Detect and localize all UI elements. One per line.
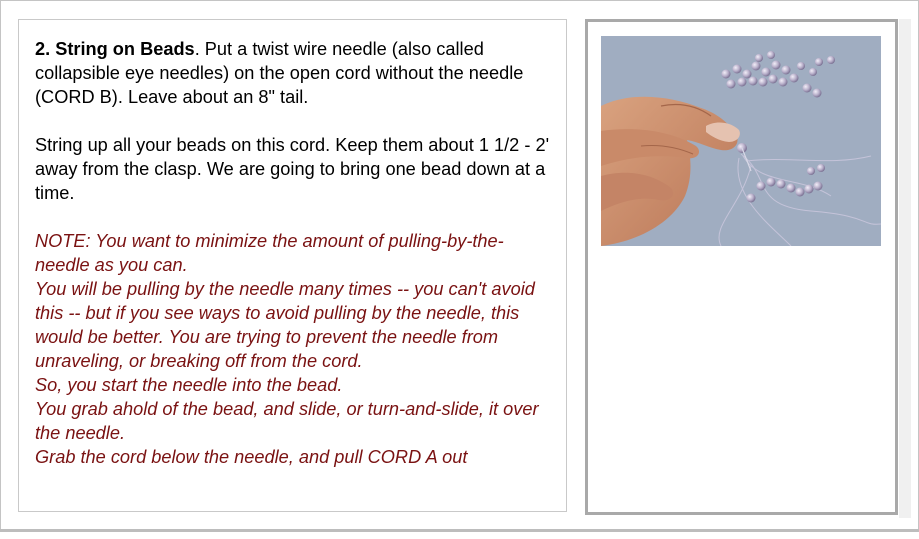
note-line: So, you start the needle into the bead. (35, 375, 343, 395)
image-panel (585, 19, 898, 515)
note-line: You grab ahold of the bead, and slide, or turn-and-slide, it over the needle. (35, 399, 539, 443)
step-paragraph (35, 37, 555, 109)
note-block (35, 229, 555, 469)
instructions-panel (18, 19, 567, 512)
panel-shadow (899, 19, 911, 518)
instructions-text (35, 37, 555, 469)
note-line: Grab the cord below the needle, and pull CORD A out (35, 447, 468, 467)
note-line: You will be pulling by the needle many times -- you can't avoid this -- but if you see ways to avoid pulling by the needle, this would be better. You are trying to prevent the needle from unraveling, or breaking off from the cord. (35, 279, 535, 371)
beads-paragraph: String up all your beads on this cord. Keep them about 1 1/2 - 2' away from the clasp. We are going to bring one bead down at a time. (35, 135, 550, 203)
bottom-rule (0, 529, 919, 532)
step-title: 2. String on Beads (35, 39, 195, 59)
bead-stringing-photo (601, 36, 881, 246)
step-intro: . Put a twist wire needle (also called collapsible eye needles) on the open cord without the needle (CORD B). Leave about an 8" tail. (35, 39, 524, 107)
note-line: NOTE: You want to minimize the amount of pulling-by-the-needle as you can. (35, 231, 504, 275)
